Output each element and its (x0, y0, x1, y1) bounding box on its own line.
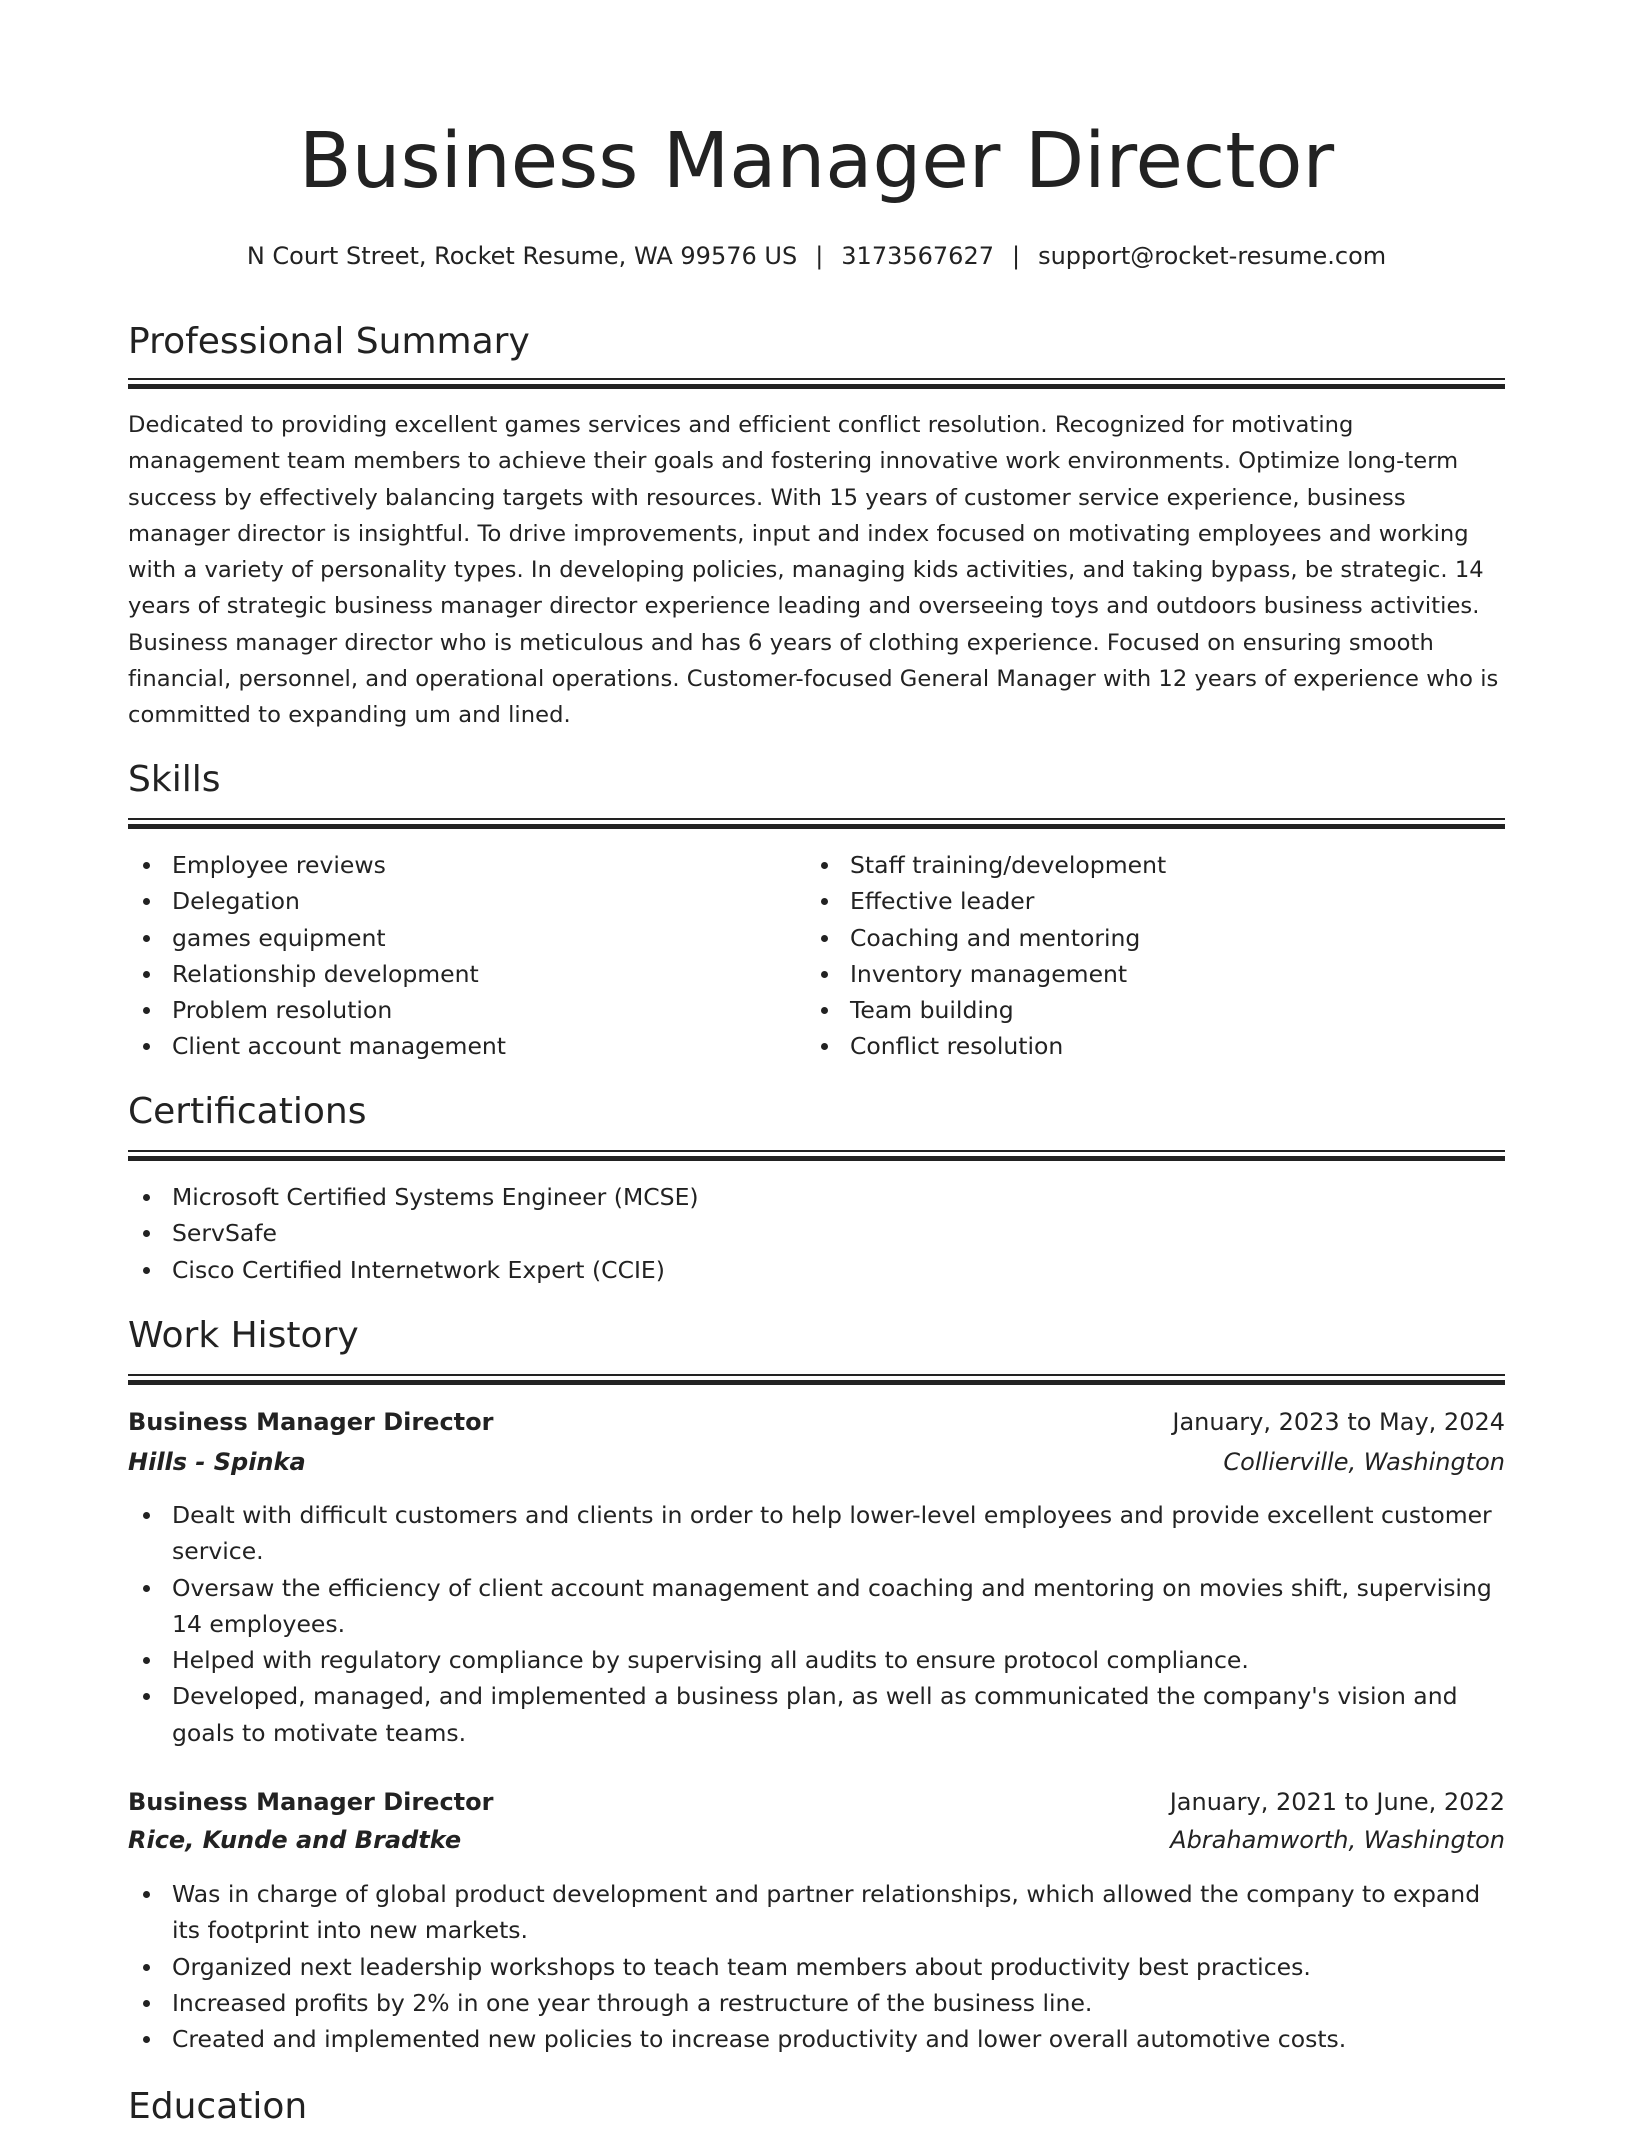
skills-list-left (128, 847, 788, 1065)
certifications-list (128, 1179, 1505, 1288)
list-item: Microsoft Certified Systems Engineer (MCSE) (128, 1179, 1505, 1215)
job-bullets (128, 1876, 1505, 2057)
section-title-education: Education (128, 2086, 308, 2127)
list-item: Conflict resolution (806, 1028, 1496, 1064)
section-title-summary: Professional Summary (128, 321, 530, 362)
list-item: Client account management (128, 1028, 788, 1064)
list-item: Oversaw the efficiency of client account management and coaching and mentoring on movies shift, supervising 14 employees. (128, 1570, 1505, 1643)
job-company: Rice, Kunde and Bradtke (128, 1826, 462, 1854)
section-divider (128, 1150, 1505, 1162)
contact-phone: 3173567627 (841, 242, 994, 270)
list-item: games equipment (128, 920, 788, 956)
list-item: Helped with regulatory compliance by supervising all audits to ensure protocol compliance. (128, 1642, 1505, 1678)
job-dates: January, 2023 to May, 2024 (1172, 1408, 1505, 1436)
list-item: Problem resolution (128, 992, 788, 1028)
section-divider (128, 378, 1505, 390)
job-company: Hills - Spinka (128, 1448, 306, 1476)
skills-list-right (806, 847, 1496, 1065)
list-item: Created and implemented new policies to increase productivity and lower overall automotive costs. (128, 2021, 1505, 2057)
list-item: Effective leader (806, 883, 1496, 919)
list-item: Was in charge of global product development and partner relationships, which allowed the company to expand its footprint into new markets. (128, 1876, 1505, 1949)
list-item: Developed, managed, and implemented a business plan, as well as communicated the company's vision and goals to motivate teams. (128, 1678, 1505, 1751)
job-title: Business Manager Director (128, 1788, 494, 1816)
section-title-work-history: Work History (128, 1315, 359, 1356)
list-item: Coaching and mentoring (806, 920, 1496, 956)
list-item: Team building (806, 992, 1496, 1028)
list-item: ServSafe (128, 1215, 1505, 1251)
section-divider (128, 818, 1505, 830)
list-item: Staff training/development (806, 847, 1496, 883)
list-item: Dealt with difficult customers and clients in order to help lower-level employees and provide excellent customer service. (128, 1497, 1505, 1570)
job-title: Business Manager Director (128, 1408, 494, 1436)
list-item: Relationship development (128, 956, 788, 992)
contact-separator: | (815, 242, 824, 270)
job-bullets (128, 1497, 1505, 1751)
contact-line (128, 236, 1505, 276)
section-title-certifications: Certifications (128, 1091, 367, 1132)
resume-name: Business Manager Director (298, 117, 1335, 206)
job-location: Collierville, Washington (1223, 1448, 1505, 1476)
list-item: Increased profits by 2% in one year through a restructure of the business line. (128, 1985, 1505, 2021)
job-dates: January, 2021 to June, 2022 (1169, 1788, 1505, 1816)
section-divider (128, 1374, 1505, 1386)
list-item: Delegation (128, 883, 788, 919)
list-item: Cisco Certified Internetwork Expert (CCIE) (128, 1252, 1505, 1288)
list-item: Inventory management (806, 956, 1496, 992)
list-item: Employee reviews (128, 847, 788, 883)
summary-text: Dedicated to providing excellent games services and efficient conflict resolution. Recognized for motivating management team members to achieve their goals and fostering innovative work environments. Optimize long-term success by effectively balancing targets with resources. With 15 years of customer service experience, business manager director is insightful. To drive improvements, input and index focused on motivating employees and working with a variety of personality types. In developing policies, managing kids activities, and taking bypass, be strategic. 14 years of strategic business manager director experience leading and overseeing toys and outdoors business activities. Business manager director who is meticulous and has 6 years of clothing experience. Focused on ensuring smooth financial, personnel, and operational operations. Customer-focused General Manager with 12 years of experience who is committed to expanding um and lined. (128, 412, 1499, 729)
contact-address: N Court Street, Rocket Resume, WA 99576 US (246, 242, 798, 270)
job-location: Abrahamworth, Washington (1170, 1826, 1505, 1854)
contact-email: support@rocket-resume.com (1038, 242, 1387, 270)
contact-separator: | (1011, 242, 1021, 270)
section-title-skills: Skills (128, 759, 221, 800)
list-item: Organized next leadership workshops to teach team members about productivity best practices. (128, 1949, 1505, 1985)
